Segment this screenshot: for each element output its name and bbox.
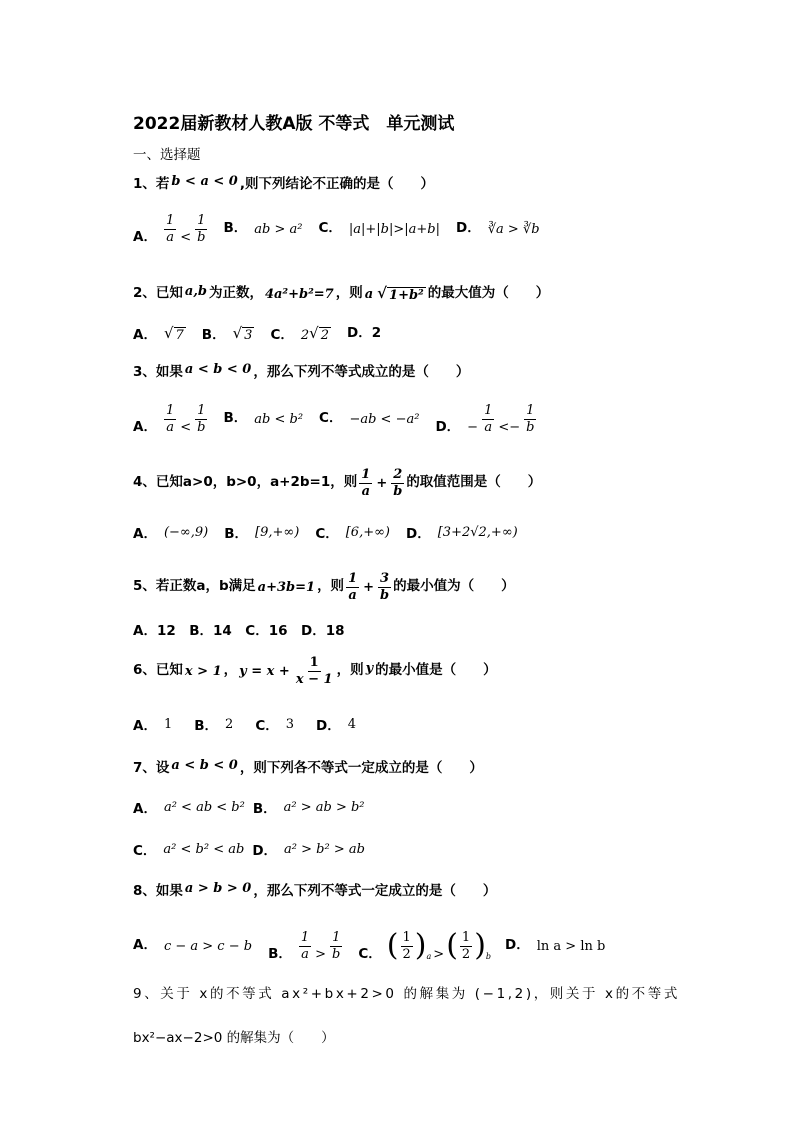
question-3-options xyxy=(133,404,754,434)
question-7-options-ab xyxy=(133,799,754,817)
option-d: D． 4 xyxy=(316,716,357,734)
option-d: D． ∛a > ∛b xyxy=(456,220,540,237)
fraction: $\frac{1}{b}$ xyxy=(197,213,206,245)
question-6: 6、已知 x > 1 ， y = x + $\frac{1}{x - 1}$ ，则 y 的最小值是（ ） xyxy=(133,655,497,687)
question-8: 8、如果 a > b > 0 ，那么下列不等式一定成立的是（ ） xyxy=(133,881,497,899)
section-heading: 一、选择题 xyxy=(133,147,201,163)
question-1-options xyxy=(133,214,754,244)
option-d: D．2 xyxy=(346,325,382,342)
option-d: D． − $\frac{1}{a}$ <− $\frac{1}{b}$ xyxy=(435,403,535,436)
option-a: A． 1 xyxy=(133,716,173,734)
option-c: C． −ab < −a² xyxy=(319,410,420,427)
question-4: 4、已知a>0，b>0，a+2b=1，则 $\frac{1}{a}$ + $\frac{2}{b}$ 的取值范围是（ ） xyxy=(133,467,542,499)
question-2-options xyxy=(133,326,754,342)
question-5: 5、若正数a，b满足 a+3b=1 ，则 $\frac{1}{a}$ + $\frac{3}{b}$ 的最小值为（ ） xyxy=(133,571,515,603)
option-a: A． c − a > c − b xyxy=(133,937,253,954)
option-c: C． 3 xyxy=(255,716,295,734)
question-1: 1、若 b < a < 0 ,则下列结论不正确的是（ ） xyxy=(133,174,434,192)
question-7: 7、设 a < b < 0 ，则下列各不等式一定成立的是（ ） xyxy=(133,758,483,776)
question-6-options xyxy=(133,716,754,734)
option-d: D． a² > b² > ab xyxy=(252,841,365,859)
question-8-options xyxy=(133,926,754,966)
question-3: 3、如果 a < b < 0 ，那么下列不等式成立的是（ ） xyxy=(133,362,470,380)
option-b: B． $\frac{1}{a}$ > $\frac{1}{b}$ xyxy=(268,929,341,963)
option-c: C． [6,+∞) xyxy=(315,524,391,542)
square-root: √ 1+b² xyxy=(377,284,424,303)
option-a: A． $\frac{1}{a}$ < $\frac{1}{b}$ xyxy=(133,403,206,436)
question-9-line-2: bx²−ax−2>0 的解集为（ ） xyxy=(133,1030,335,1046)
option-c: C． 2 √ 2 xyxy=(270,324,329,343)
option-b: B． √ 3 xyxy=(201,324,253,343)
option-b: B． [9,+∞) xyxy=(224,524,300,542)
fraction: $\frac{1}{a}$ xyxy=(165,213,175,245)
option-a: A． √ 7 xyxy=(133,324,184,343)
option-b: B． ab < b² xyxy=(223,410,304,427)
page-title: 2022届新教材人教A版 不等式 单元测试 xyxy=(133,114,455,134)
option-b: B． 2 xyxy=(194,716,234,734)
option-d: D． [3+2√2,+∞) xyxy=(406,524,518,542)
option-b: B． ab > a² xyxy=(223,220,303,237)
option-d: D． ln a > ln b xyxy=(505,937,606,954)
option-a: A． $\frac{1}{a}$ < $\frac{1}{b}$ xyxy=(133,213,206,246)
question-2: 2、已知 a,b 为正数， 4a²+b²=7 ，则 a √ 1+b² 的最大值为（ ） xyxy=(133,283,550,303)
option-c: C． |a|+|b|>|a+b| xyxy=(318,220,440,237)
option-c: C． ( $\frac{1}{2}$ ) $_a$ > ( $\frac{1}{2}$ ) $_b$ xyxy=(358,928,492,964)
option-c: C． a² < b² < ab xyxy=(133,841,245,859)
question-4-options xyxy=(133,524,754,542)
option-b: B． a² > ab > b² xyxy=(252,799,365,817)
question-7-options-cd xyxy=(133,841,754,859)
option-a: A． (−∞,9) xyxy=(133,524,209,542)
question-5-options: A．12 B．14 C．16 D．18 xyxy=(133,623,345,639)
question-9-line-1: 9、关于 x的不等式 ax²+bx+2>0 的解集为 (−1,2)，则关于 x的不等式 xyxy=(133,986,680,1002)
option-a: A． a² < ab < b² xyxy=(133,799,245,817)
